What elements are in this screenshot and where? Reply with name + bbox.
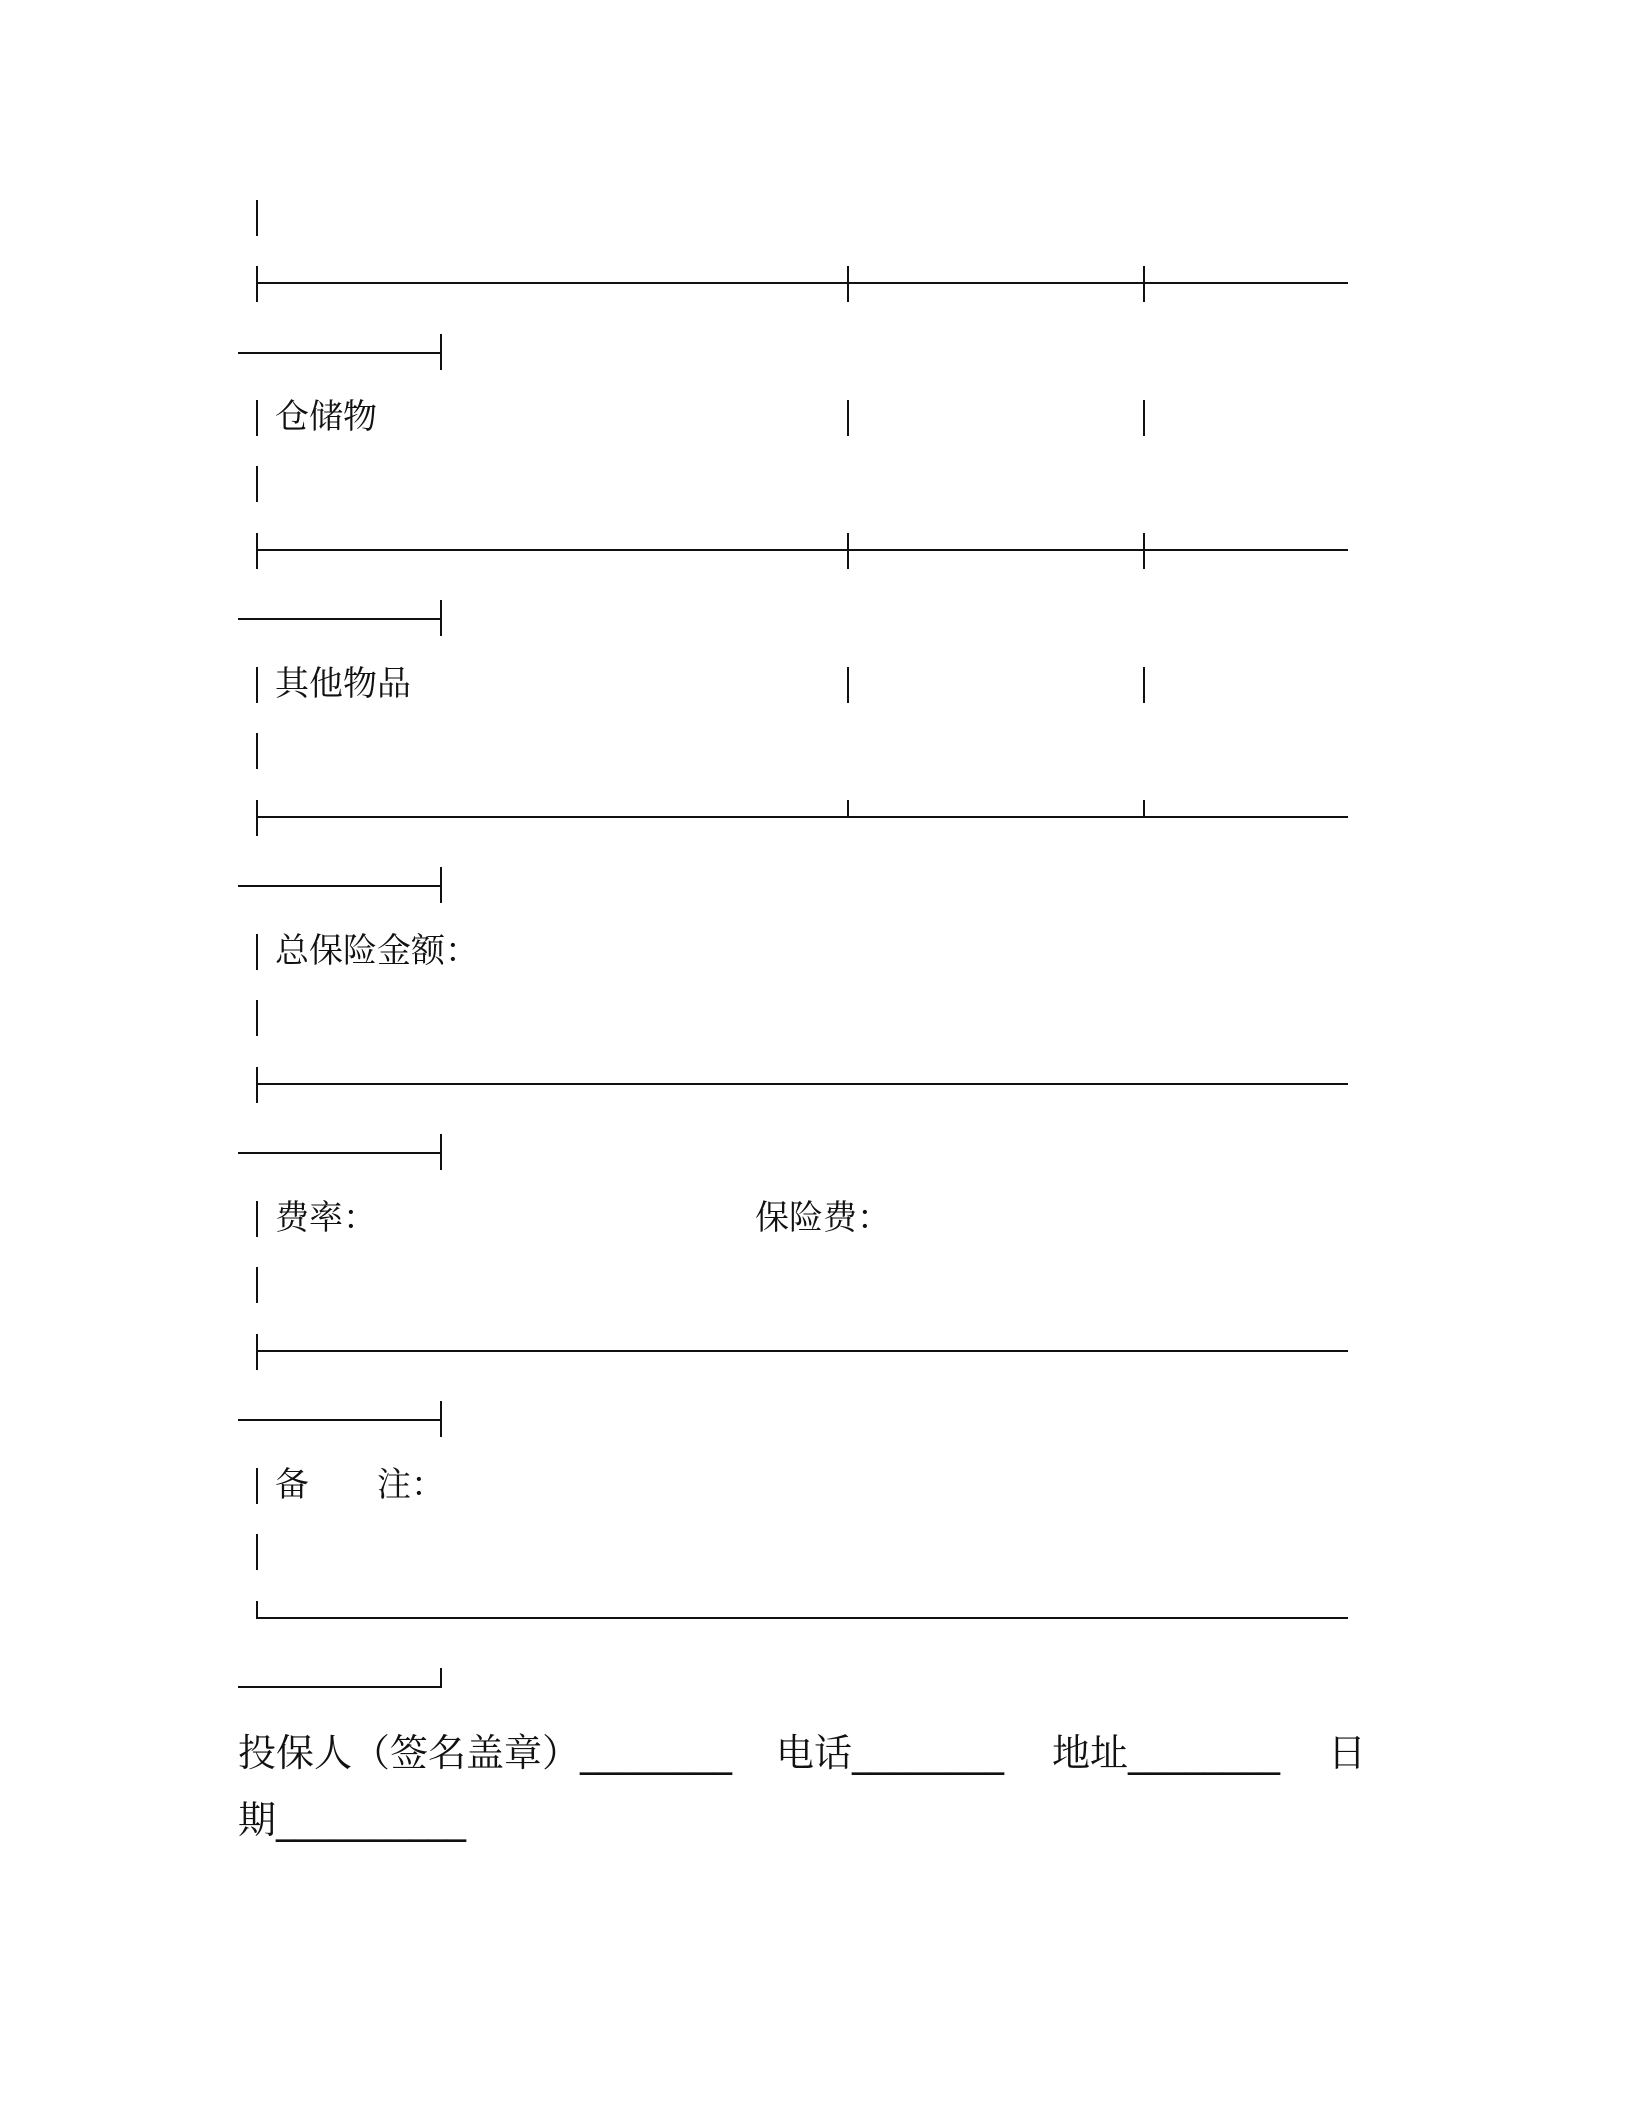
table-border: [847, 400, 849, 436]
table-border: [256, 1334, 258, 1370]
table-bottom-rule: [256, 1617, 1348, 1619]
table-border: [1143, 266, 1145, 302]
table-border: [256, 1468, 258, 1504]
table-border: [847, 533, 849, 569]
table-border: [1143, 800, 1145, 818]
total-amount-label: 总保险金额：: [275, 931, 479, 971]
applicant-signature-field: 投保人（签名盖章）________: [238, 1731, 733, 1775]
table-border: [440, 1134, 442, 1170]
table-border: [1143, 667, 1145, 703]
table-border: [440, 1401, 442, 1437]
date-field-start: 日: [1328, 1731, 1367, 1775]
premium-label: 保险费：: [755, 1198, 891, 1238]
table-border: [256, 266, 258, 302]
remarks-label: 备 注：: [275, 1465, 445, 1505]
storage-label: 仓储物: [275, 397, 377, 437]
table-rule: [238, 352, 442, 354]
table-rule: [238, 1152, 442, 1154]
table-rule: [256, 1350, 1348, 1352]
table-border: [256, 533, 258, 569]
table-border: [440, 867, 442, 903]
other-items-label: 其他物品: [275, 664, 411, 704]
table-border: [440, 1668, 442, 1688]
table-border: [847, 667, 849, 703]
table-border: [256, 800, 258, 836]
table-rule: [238, 618, 442, 620]
rate-label: 费率：: [275, 1198, 377, 1238]
table-border: [440, 334, 442, 370]
date-field: 期__________: [238, 1798, 467, 1842]
table-border: [256, 1601, 258, 1619]
table-border: [256, 1000, 258, 1036]
table-border: [256, 733, 258, 769]
table-border: [256, 1534, 258, 1570]
table-border: [256, 667, 258, 703]
table-rule: [256, 1083, 1348, 1085]
table-rule: [256, 816, 1348, 818]
table-border: [256, 934, 258, 970]
table-border: [847, 800, 849, 818]
table-border: [847, 266, 849, 302]
table-border: [1143, 533, 1145, 569]
table-border: [256, 200, 258, 236]
table-border: [440, 600, 442, 636]
table-border: [256, 400, 258, 436]
table-border: [256, 1067, 258, 1103]
table-rule: [238, 885, 442, 887]
table-rule: [256, 549, 1348, 551]
table-border: [256, 466, 258, 502]
address-field: 地址________: [1052, 1731, 1281, 1775]
table-border: [256, 1201, 258, 1237]
table-rule: [256, 282, 1348, 284]
phone-field: 电话________: [776, 1731, 1005, 1775]
table-border: [1143, 400, 1145, 436]
table-border: [256, 1267, 258, 1303]
table-rule: [238, 1686, 442, 1688]
table-rule: [238, 1419, 442, 1421]
